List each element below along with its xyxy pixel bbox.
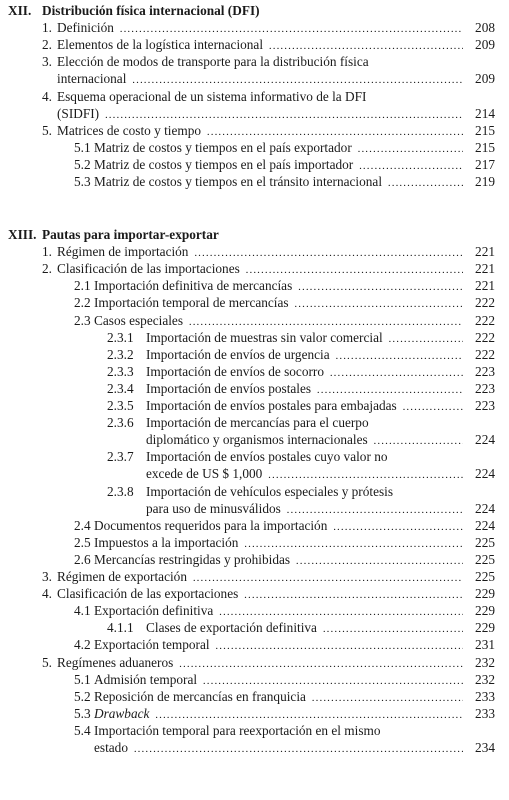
toc-entry <box>0 448 509 466</box>
page-number: 214 <box>475 105 495 121</box>
leader-dots <box>308 689 463 704</box>
page-number: 219 <box>475 174 495 189</box>
toc-entry <box>0 534 509 552</box>
entry-title-text: internacional <box>57 71 127 87</box>
toc-entry <box>0 105 509 123</box>
page-number: 223 <box>475 380 495 396</box>
entry-number: 5.1 <box>74 671 91 687</box>
entry-number: 5.3 <box>74 705 91 721</box>
leader-dots <box>242 261 463 276</box>
entry-title-text: Exportación definitiva <box>94 603 214 619</box>
entry-number: 2.5 <box>74 534 91 550</box>
entry-number: 2.3.7 <box>107 449 134 465</box>
toc-entry <box>0 739 509 757</box>
entry-title-text: Casos especiales <box>94 312 183 328</box>
toc-entry <box>0 70 509 88</box>
toc-entry <box>0 585 509 603</box>
toc-entry <box>0 329 509 347</box>
toc-entry <box>0 363 509 381</box>
leader-dots <box>203 123 463 138</box>
page-number: 209 <box>475 37 495 53</box>
entry-number: 5.2 <box>74 688 91 704</box>
entry-title-text: Importación definitiva de mercancías <box>94 278 293 294</box>
entry-title-text: Importación temporal de mercancías <box>94 295 289 311</box>
leader-dots <box>384 174 463 189</box>
entry-title-text: Clases de exportación definitiva <box>146 620 317 636</box>
entry-number: 2. <box>42 37 52 53</box>
entry-number: 2.6 <box>74 551 91 567</box>
page-number: 222 <box>475 295 495 311</box>
entry-title-text: Importación de envíos de urgencia <box>146 346 330 362</box>
entry-title-text: Mercancías restringidas y prohibidas <box>94 551 291 567</box>
entry-title-text: Importación de mercancías para el cuerpo <box>146 415 369 431</box>
entry-title <box>146 448 495 466</box>
toc-entry <box>0 431 509 449</box>
entry-title-text: Importación de envíos postales cuyo valor no <box>146 449 388 465</box>
entry-number: 5. <box>42 122 52 138</box>
toc-entry <box>0 36 509 54</box>
page-number: 221 <box>475 244 495 260</box>
leader-dots <box>294 278 463 293</box>
entry-title-text: Elementos de la logística internacional <box>57 37 264 53</box>
page-number: 217 <box>475 156 495 172</box>
toc-entry <box>0 139 509 157</box>
entry-number: 5.3 <box>74 174 91 189</box>
page-number: 225 <box>475 569 495 584</box>
entry-title-text: Importación de vehículos especiales y prótesis <box>146 483 394 499</box>
chapter-title: Distribución física internacional (DFI) <box>42 3 260 18</box>
entry-number: 3. <box>42 54 52 70</box>
entry-title-text: Importación de muestras sin valor comercial <box>146 329 383 345</box>
leader-dots <box>185 313 463 328</box>
entry-number: 3. <box>42 569 52 584</box>
entry-title-text: Impuestos a la importación <box>94 534 239 550</box>
toc-entry <box>0 312 509 330</box>
chapter-title: Pautas para importar-exportar <box>42 227 219 242</box>
leader-dots <box>130 740 463 755</box>
toc-entry <box>0 380 509 398</box>
leader-dots <box>215 603 463 618</box>
entry-title-text: excede de US $ 1,000 <box>146 466 263 482</box>
leader-dots <box>264 466 463 481</box>
chapter-heading <box>0 226 509 244</box>
leader-dots <box>332 347 463 362</box>
entry-title-text: diplomático y organismos internacionales <box>146 432 368 448</box>
entry-title-text: Esquema operacional de un sistema informativo de la DFI <box>57 88 367 104</box>
page-number: 229 <box>475 620 495 636</box>
page-number: 209 <box>475 71 495 87</box>
toc-entry <box>0 636 509 654</box>
entry-title-text: Matrices de costo y tiempo <box>57 122 202 138</box>
toc-entry <box>0 122 509 140</box>
page-number: 224 <box>475 517 495 533</box>
toc-entry <box>0 277 509 295</box>
page-number: 221 <box>475 278 495 294</box>
entry-number: 2. <box>42 261 52 277</box>
page-number: 225 <box>475 551 495 567</box>
toc-entry <box>0 414 509 432</box>
entry-title-text: Reposición de mercancías en franquicia <box>94 688 306 704</box>
entry-number: 4. <box>42 586 52 602</box>
leader-dots <box>212 637 463 652</box>
leader-dots <box>175 655 463 670</box>
page-number: 208 <box>475 20 495 36</box>
page-number: 221 <box>475 261 495 277</box>
leader-dots <box>265 37 463 52</box>
entry-title <box>146 483 495 501</box>
entry-title <box>57 53 495 71</box>
entry-title-text: Régimen de exportación <box>57 569 187 584</box>
toc-entry <box>0 465 509 483</box>
page-number: 222 <box>475 329 495 345</box>
entry-number: 2.3 <box>74 312 91 328</box>
entry-number: 1. <box>42 244 52 260</box>
toc-entry <box>0 722 509 740</box>
leader-dots <box>116 20 463 35</box>
page-number: 233 <box>475 688 495 704</box>
page-number: 224 <box>475 432 495 448</box>
entry-number: 5. <box>42 654 52 670</box>
entry-number: 4.1.1 <box>107 620 134 636</box>
entry-number: 2.3.3 <box>107 363 134 379</box>
page-number: 233 <box>475 705 495 721</box>
page-number: 234 <box>475 740 495 755</box>
entry-title-text: (SIDFI) <box>57 105 100 121</box>
leader-dots <box>151 706 463 721</box>
entry-title-text: estado <box>94 740 128 755</box>
entry-title <box>94 722 495 740</box>
entry-title-text: Elección de modos de transporte para la distribución física <box>57 54 369 70</box>
entry-title-text: Definición <box>57 20 114 36</box>
entry-number: 5.1 <box>74 139 91 155</box>
entry-title-text: Matriz de costos y tiempos en el tránsito internacional <box>94 174 383 189</box>
toc-entry <box>0 654 509 672</box>
entry-title <box>146 414 495 432</box>
chapter-number: XIII. <box>8 227 37 242</box>
leader-dots <box>240 586 463 601</box>
chapter-heading <box>0 2 509 20</box>
entry-title-text: Régimen de importación <box>57 244 189 260</box>
entry-title-text: Importación de envíos postales <box>146 380 312 396</box>
chapter-number: XII. <box>8 3 32 18</box>
entry-number: 2.1 <box>74 278 91 294</box>
leader-dots <box>313 381 463 396</box>
entry-number: 5.4 <box>74 722 91 738</box>
entry-number: 4.1 <box>74 603 91 619</box>
entry-title <box>94 173 463 192</box>
entry-title-text: Drawback <box>94 705 150 721</box>
toc-entry <box>0 705 509 723</box>
entry-number: 2.3.6 <box>107 415 134 431</box>
leader-dots <box>354 140 463 155</box>
entry-number: 2.3.8 <box>107 483 134 499</box>
toc-entry <box>0 517 509 535</box>
entry-title-text: Clasificación de las importaciones <box>57 261 240 277</box>
entry-title-text: Matriz de costos y tiempos en el país importador <box>94 156 354 172</box>
toc-entry <box>0 619 509 637</box>
leader-dots <box>319 620 463 635</box>
entry-number: 2.2 <box>74 295 91 311</box>
entry-title-text: Importación temporal para reexportación en el mismo <box>94 722 381 738</box>
toc-entry <box>0 19 509 37</box>
page-number: 232 <box>475 654 495 670</box>
entry-number: 4. <box>42 88 52 104</box>
entry-title <box>57 88 495 106</box>
toc-entry <box>0 688 509 706</box>
entry-title <box>94 739 463 758</box>
leader-dots <box>292 552 463 567</box>
entry-title-text: Matriz de costos y tiempos en el país exportador <box>94 139 352 155</box>
toc-entry <box>0 156 509 174</box>
entry-title-text: Importación de envíos postales para embajadas <box>146 398 397 413</box>
entry-number: 2.3.4 <box>107 380 134 396</box>
entry-title-text: para uso de minusválidos <box>146 500 281 516</box>
entry-title-text: Documentos requeridos para la importación <box>94 517 328 533</box>
leader-dots <box>291 295 463 310</box>
leader-dots <box>283 501 463 516</box>
entry-number: 2.3.1 <box>107 329 134 345</box>
leader-dots <box>329 518 463 533</box>
entry-number: 4.2 <box>74 637 91 653</box>
leader-dots <box>370 432 463 447</box>
entry-title-text: Exportación temporal <box>94 637 210 653</box>
entry-title-text: Importación de envíos de socorro <box>146 363 324 379</box>
toc-entry <box>0 602 509 620</box>
page-number: 232 <box>475 671 495 687</box>
page-number: 229 <box>475 586 495 602</box>
leader-dots <box>240 535 463 550</box>
entry-number: 1. <box>42 20 52 36</box>
entry-title-text: Admisión temporal <box>94 671 198 687</box>
leader-dots <box>385 330 463 345</box>
toc-entry <box>0 551 509 569</box>
toc-entry <box>0 500 509 518</box>
page-number: 224 <box>475 500 495 516</box>
toc-entry <box>0 173 509 191</box>
toc-entry <box>0 346 509 364</box>
page-number: 225 <box>475 534 495 550</box>
toc-entry <box>0 88 509 106</box>
toc-entry <box>0 568 509 586</box>
leader-dots <box>189 569 463 584</box>
leader-dots <box>326 364 463 379</box>
leader-dots <box>399 398 463 413</box>
page-number: 231 <box>475 637 495 653</box>
page-number: 224 <box>475 466 495 482</box>
leader-dots <box>190 244 463 259</box>
toc-entry <box>0 397 509 415</box>
leader-dots <box>199 672 463 687</box>
entry-number: 2.3.5 <box>107 398 134 413</box>
leader-dots <box>128 71 463 86</box>
leader-dots <box>355 157 463 172</box>
page-number: 223 <box>475 398 495 413</box>
toc-entry <box>0 243 509 261</box>
page-number: 229 <box>475 603 495 619</box>
toc-entry <box>0 260 509 278</box>
leader-dots <box>101 106 463 121</box>
entry-title-text: Clasificación de las exportaciones <box>57 586 239 602</box>
entry-number: 2.3.2 <box>107 346 134 362</box>
toc-entry <box>0 483 509 501</box>
page-number: 223 <box>475 363 495 379</box>
entry-title-text: Regímenes aduaneros <box>57 654 174 670</box>
entry-number: 2.4 <box>74 517 91 533</box>
page-number: 222 <box>475 312 495 328</box>
page-number: 215 <box>475 139 495 155</box>
page-number: 215 <box>475 122 495 138</box>
toc-entry <box>0 671 509 689</box>
entry-number: 5.2 <box>74 156 91 172</box>
toc-entry <box>0 294 509 312</box>
page-number: 222 <box>475 346 495 362</box>
toc-entry <box>0 53 509 71</box>
